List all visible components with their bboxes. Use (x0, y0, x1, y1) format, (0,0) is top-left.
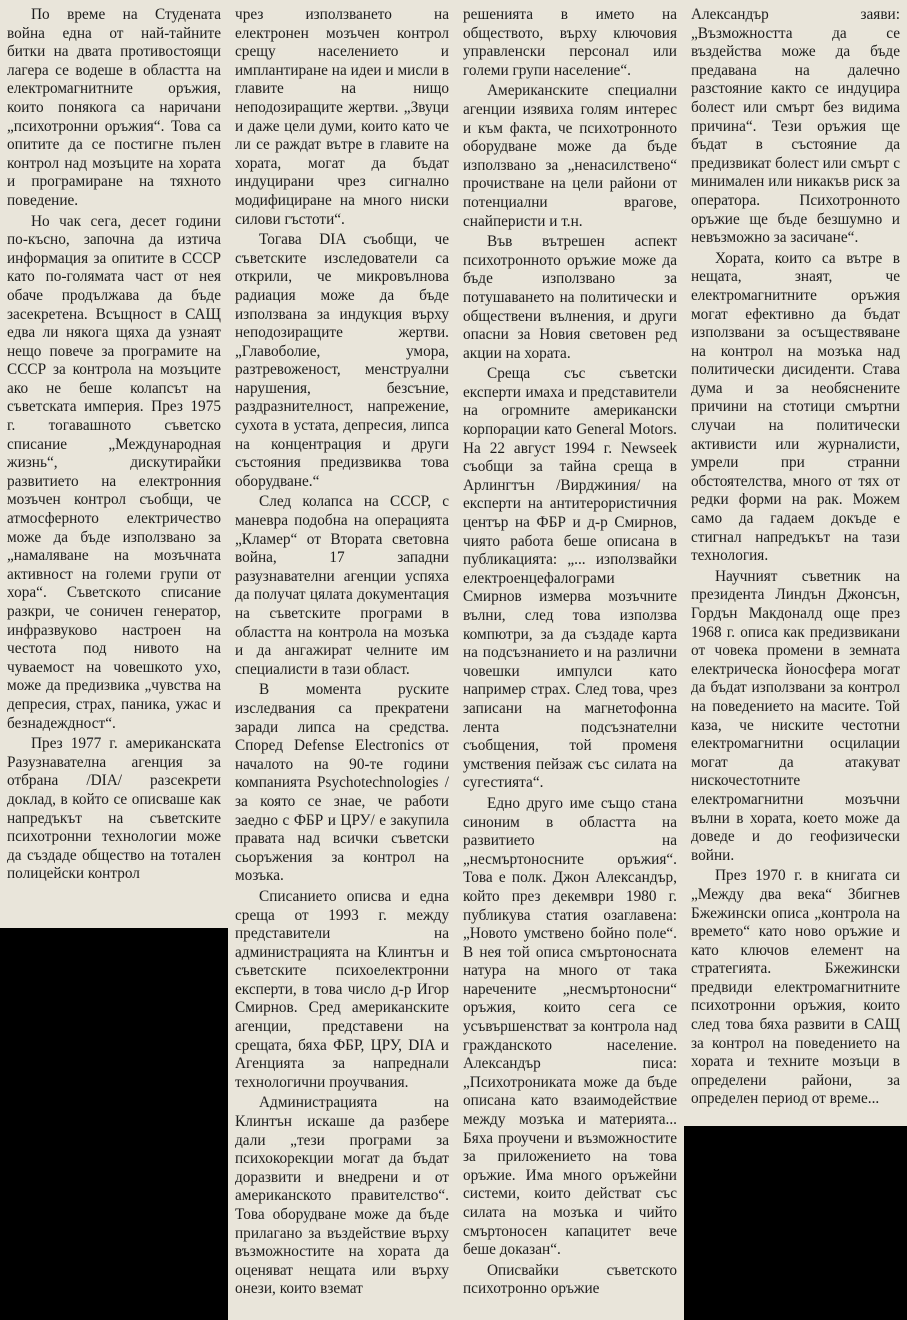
article-paragraph: По време на Студената война една от най-тайните битки на двата противостоящи лагера се водеше в областта на електромагнитните оръжия, които понякога са наричани „психотронни оръжия“. Това са опитите да се постигне пълен контрол над мозъците на хората и програмиране на тяхното поведение. (7, 6, 221, 209)
article-paragraph: Списанието описва и една среща от 1993 г. между представители на администрацията на Клинтън и съветските психоелектронни експерти, в това число д-р Игор Смирнов. Сред американските агенции, представени на срещата, бяха ФБР, ЦРУ, DIA и Агенцията за напреднали технологични проучвания. (235, 887, 449, 1091)
article-paragraph: След колапса на СССР, с маневра подобна на операцията „Кламер“ от Втората световна война, 17 западни разузнавателни агенции успяха да получат цялата документация на съветските програми в областта на контрола на мозъка и да ангажират челните им специалисти в тази област. (235, 493, 449, 678)
article-paragraph: решенията в името на обществото, върху ключовия управленски персонал или големи групи население“. (463, 6, 677, 79)
article-paragraph: В момента руските изследвания са прекратени заради липса на средства. Според Defense Electronics от началото на 90-те години компанията Psychotechnologies /за която се знае, че работи заедно с ФБР и ЦРУ/ е закупила правата над всички съветски сьоръжения за контрол на мозъка. (235, 681, 449, 885)
article-paragraph: През 1970 г. в книгата си „Между два века“ Збигнев Бжежински описа „контрола на времето“ като ново оръжие и като ключов елемент на стратегията. Бжежински предвиди електромагнитните психотронни оръжия, които след това бяха развити в САЩ за контрол на поведението на хората и техните мозъци в определени райони, за определен период от време... (691, 867, 900, 1108)
article-column-2 (228, 0, 456, 1320)
article-paragraph: През 1977 г. американската Разузнавателна агенция за отбрана /DIA/ разсекрети доклад, в който се описваше как напредъкът на съветските психотронни технологии може да създаде общество на тотален полицейски контрол (7, 735, 221, 883)
article-paragraph: Американските специални агенции изявиха голям интерес и към факта, че психотронното оборудване може да бъде използвано за „ненасилствено“ прочистване на цели райони от потенциални врагове, снайперисти и т.н. (463, 82, 677, 230)
article-paragraph: Тогава DIA съобщи, че съветските изследователи са открили, че микровълнова радиация може да бъде използвана за индукция върху неподозиращите жертви. „Главоболие, умора, разтревоженост, менструални нарушения, безсъние, раздразнителност, напрежение, сухота в устата, депресия, липса на концентрация и други състояния предизвиква това оборудване.“ (235, 231, 449, 490)
article-paragraph: Описвайки съветското психотронно оръжие (463, 1261, 677, 1298)
article-column-1 (0, 0, 228, 928)
article-paragraph: Александър заяви: „Възможността да се въздейства може да бъде предавана на далечно разстояние както се индуцира болест или смърт без видима причина“. Тези оръжия ще бъдат в състояние да предизвикат болест или смърт с минимален или никакъв риск за оператора. Психотронното оръжие ще бъде безшумно и невъзможно за засичане“. (691, 6, 900, 247)
article-paragraph: Но чак сега, десет години по-късно, започна да изтича информация за опитите в СССР като по-голямата част от нея обаче продължава да бъде засекретена. Всъщност в САЩ едва ли някога щяха да узнаят нещо повече за програмите на СССР за контрола на мозъците ако не беше колапсът на съветската империя. През 1975 г. тогавашното съветско списание „Международная жизнь“, дискутирайки развитието на електронния мозъчен контрол съобщи, че атмосферното електричество може да бъде използвано за „намаляване на мозъчната активност на големи групи от хора“. Съветското списание разкри, че соничен генератор, инфразвуково настроен на честота под нивото на чуваемост на човешкото ухо, може да предизвика „чувства на депресия, страх, паника, ужас и безнадеждност“. (7, 212, 221, 732)
article-column-3 (456, 0, 684, 1320)
article-paragraph: Хората, които са вътре в нещата, знаят, че електромагнитните оръжия могат ефективно да бъдат използвани за осъществяване на контрол на мозъка над политически дисиденти. Става дума и за необяснените причини на стотици смъртни случаи на политически активисти или журналисти, умрели при странни обстоятелства, много от тях от редки форми на рак. Можем само да гадаем докъде е стигнал напредъкът на тази технология. (691, 249, 900, 565)
article-column-4 (684, 0, 907, 1126)
article-paragraph: Среща със съветски експерти имаха и представители на огромните американски корпорации като General Motors. На 22 август 1994 г. Newseek съобщи за тайна среща в Арлингтън /Вирджиния/ на експерти на антитерористичния център на ФБР и д-р Смирнов, чиято работа беше описана в публикацията: „... използвайки електроенцефалограми Смирнов измерва мозъчните вълни, след това използва компютри, за да създаде карта на подсъзнанието и на различни човешки импулси като например страх. След това, чрез записани на магнетофонна лента подсъзнателни съобщения, той променя умствения пейзаж със силата на сугестията“. (463, 365, 677, 792)
article-paragraph: Научният съветник на президента Линдън Джонсън, Гордън Макдоналд още през 1968 г. описа как предизвикани от човека промени в земната електрическа йоносфера могат да бъдат използвани за контрол на поведението на масите. Той каза, че ниските честотни електромагнитни осцилации могат да атакуват нискочестотните електромагнитни мозъчни вълни в хората, което може да доведе и до геофизически войни. (691, 567, 900, 864)
article-paragraph: Администрацията на Клинтън искаше да разбере дали „тези програми за психокорекции могат да бъдат доразвити и внедрени и от американското правителство“. Това оборудване може да бъде прилагано за въздействие върху възможностите на хората да оценяват нещата или върху онези, които вземат (235, 1094, 449, 1298)
article-paragraph: Във вътрешен аспект психотронното оръжие може да бъде използвано за потушаването на политически и обществени вълнения, и други опасни за Новия световен ред акции на хората. (463, 233, 677, 362)
article-paragraph: Едно друго име също стана синоним в областта на развитието на „несмъртоносните оръжия“. Това е полк. Джон Александър, който през декември 1980 г. публикува статия озаглавена: „Новото умствено бойно поле“. В нея той описа смъртоносната натура на много от така наречените „несмъртоносни“ оръжия, които сега се усъвършенстват за контрола над гражданското население. Александър писа: „Психотрониката може да бъде описана като взаимодействие между мозъка и материята... Бяха проучени и възможностите за приложението на това оръжие. Има много оръжейни системи, които действат със силата на мозъка и чийто смъртоносен капацитет вече беше доказан“. (463, 794, 677, 1259)
article-paragraph: чрез използването на електронен мозъчен контрол срещу населението и имплантиране на идеи и мисли в главите на нищо неподозиращите жертви. „Звуци и даже цели думи, които като че ли се раждат вътре в главите на хората, могат да бъдат индуцирани чрез сигнално модифициране на много ниски силови гъстоти“. (235, 6, 449, 228)
